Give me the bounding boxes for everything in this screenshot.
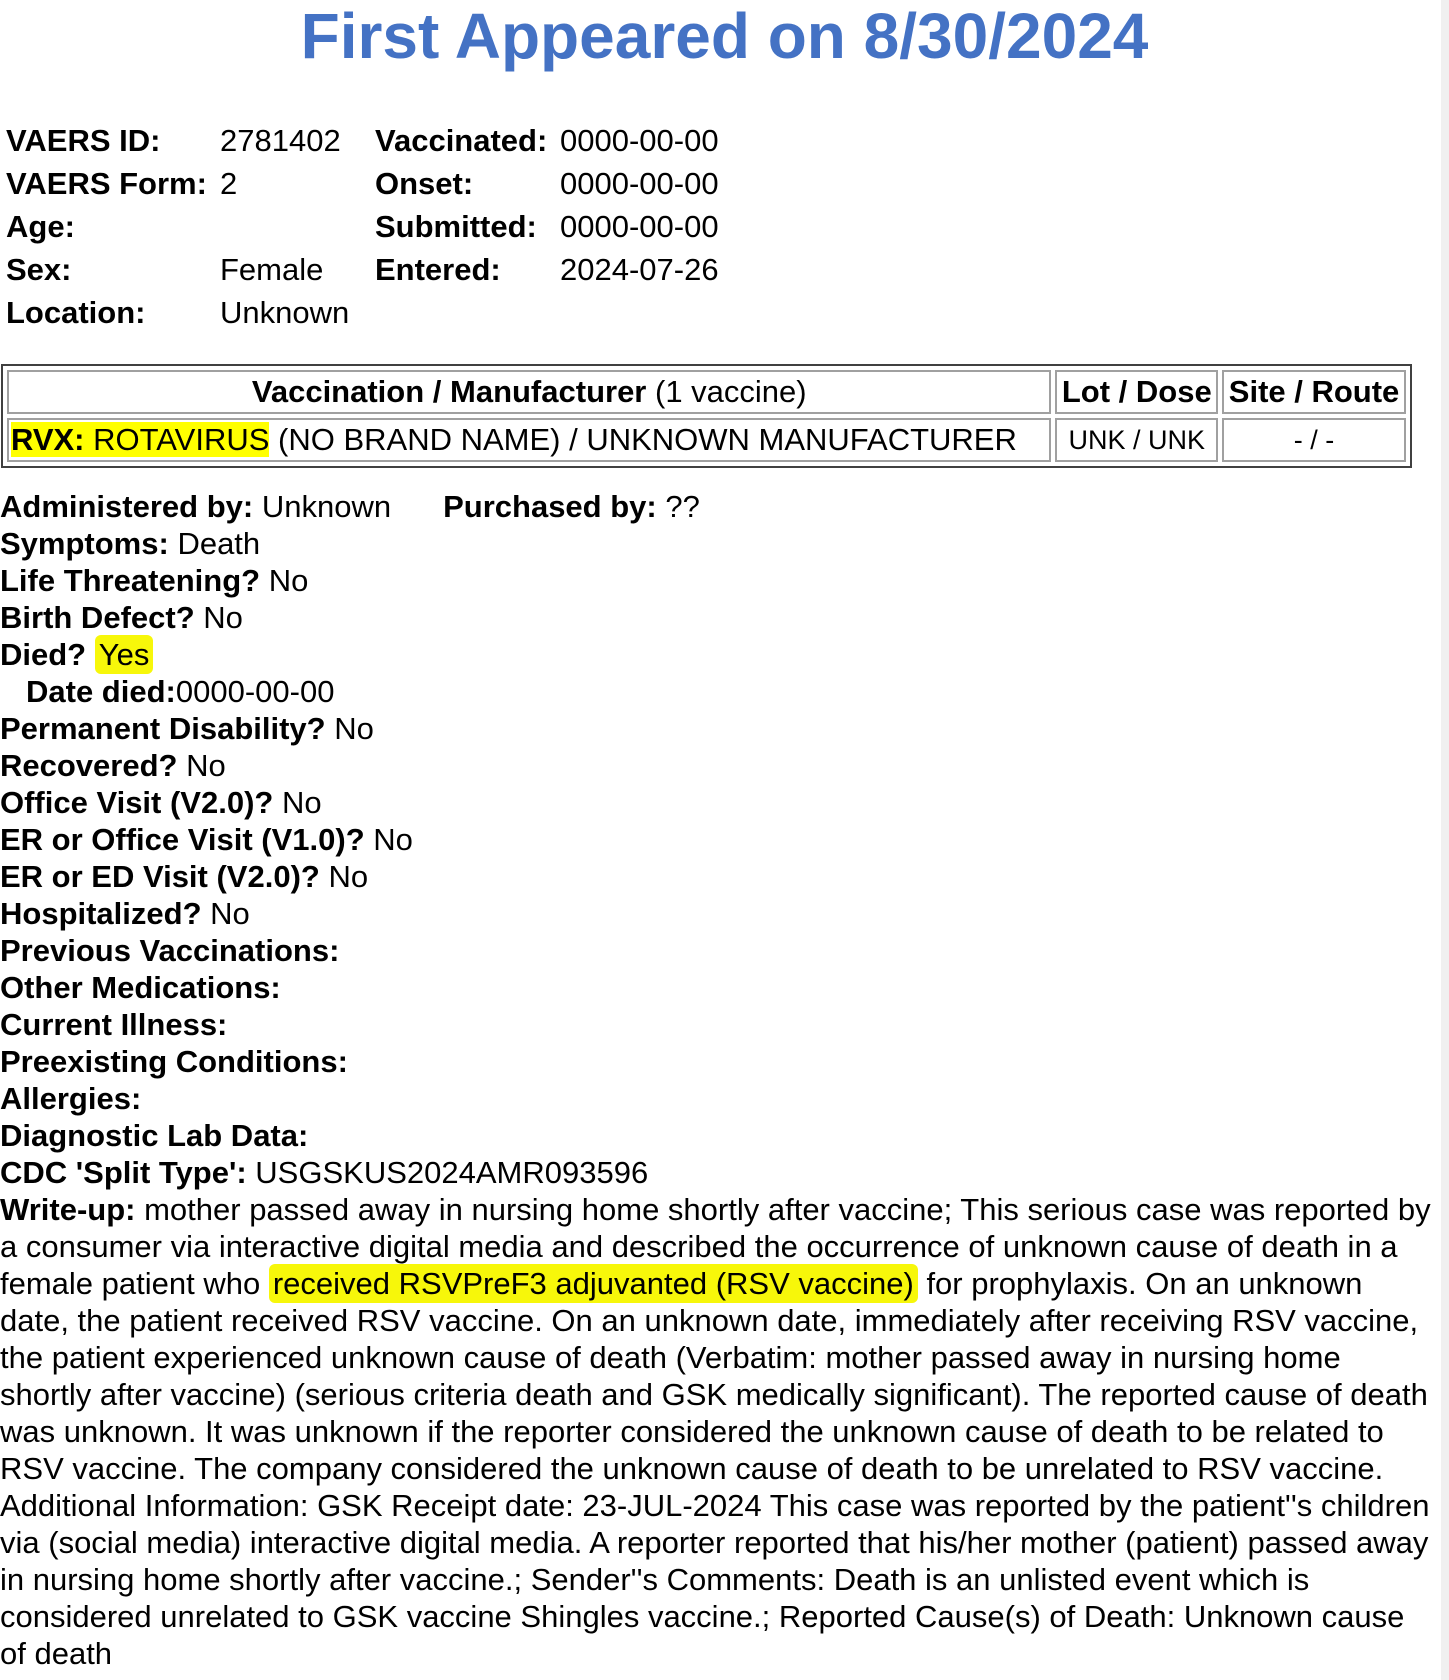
date-died-row [0, 673, 1440, 710]
hospitalized-label: Hospitalized? [0, 896, 202, 931]
report-details [0, 488, 1440, 1672]
writeup-paragraph [0, 1191, 1438, 1672]
vertical-scrollbar[interactable] [1441, 0, 1449, 1680]
recovered-row [0, 747, 1440, 784]
lot-dose-cell: UNK / UNK [1055, 418, 1218, 462]
administered-value: Unknown [261, 489, 392, 524]
vaccine-table [1, 364, 1412, 468]
er-ed-visit-row [0, 858, 1440, 895]
current-illness-label: Current Illness: [0, 1007, 228, 1042]
birth-defect-label: Birth Defect? [0, 600, 195, 635]
administered-row [0, 488, 1440, 525]
site-route-header: Site / Route [1222, 370, 1406, 414]
vaccine-header-label: Vaccination / Manufacturer [251, 374, 647, 409]
location-label: Location: [6, 295, 146, 330]
vaccine-count: (1 vaccine) [655, 374, 807, 409]
vaccine-row [7, 418, 1406, 462]
diagnostic-lab-row [0, 1117, 1440, 1154]
vaers-id-label: VAERS ID: [6, 123, 161, 158]
sex-label: Sex: [6, 252, 72, 287]
er-ed-visit-label: ER or ED Visit (V2.0)? [0, 859, 320, 894]
recovered-label: Recovered? [0, 748, 178, 783]
life-threatening-row [0, 562, 1440, 599]
life-threatening-label: Life Threatening? [0, 563, 261, 598]
symptoms-row [0, 525, 1440, 562]
vaccine-name: ROTAVIRUS [93, 422, 270, 457]
other-medications-row [0, 969, 1440, 1006]
split-type-value: USGSKUS2024AMR093596 [255, 1155, 649, 1190]
writeup-text-2: for prophylaxis. On an unknown date, the patient received RSV vaccine. On an unknown date, immediately after receiving RSV vaccine, the patient experienced unknown cause of death (Verbatim: mother passed away in nursing home shortly after vaccine) (serious criteria death and GSK medically significant). The reported cause of death was unknown. It was unknown if the reporter considered the unknown cause of death to be related to RSV vaccine. The company considered the unknown cause of death to be unrelated to RSV vaccine. Additional Information: GSK Receipt date: 23-JUL-2024 This case was reported by the patient''s children via (social media) interactive digital media. A reporter reported that his/her mother (patient) passed away in nursing home shortly after vaccine.; Sender''s Comments: Death is an unlisted event which is considered unrelated to GSK vaccine Shingles vaccine.; Reported Cause(s) of Death: Unknown cause of death [0, 1266, 1430, 1671]
vaccine-highlight [11, 422, 269, 457]
died-value: Yes [95, 635, 154, 674]
diagnostic-lab-label: Diagnostic Lab Data: [0, 1118, 309, 1153]
sex-value: Female [220, 252, 324, 287]
died-row [0, 636, 1440, 673]
er-ed-visit-value: No [328, 859, 369, 894]
location-value: Unknown [220, 295, 350, 330]
entered-label: Entered: [375, 252, 501, 287]
current-illness-row [0, 1006, 1440, 1043]
onset-label: Onset: [375, 166, 474, 201]
vaers-summary-table [0, 118, 725, 335]
vaccine-manufacturer: (NO BRAND NAME) / UNKNOWN MANUFACTURER [278, 422, 1017, 457]
previous-vaccinations-label: Previous Vaccinations: [0, 933, 340, 968]
er-office-visit-row [0, 821, 1440, 858]
vaers-form-label: VAERS Form: [6, 166, 207, 201]
submitted-value: 0000-00-00 [560, 209, 719, 244]
office-visit-value: No [281, 785, 322, 820]
vaers-id-value: 2781402 [220, 123, 341, 158]
allergies-row [0, 1080, 1440, 1117]
recovered-value: No [186, 748, 226, 783]
lot-dose-header: Lot / Dose [1055, 370, 1218, 414]
onset-value: 0000-00-00 [560, 166, 719, 201]
previous-vaccinations-row [0, 932, 1440, 969]
hospitalized-row [0, 895, 1440, 932]
vaccinated-value: 0000-00-00 [560, 123, 719, 158]
date-died-value: 0000-00-00 [175, 674, 335, 709]
hospitalized-value: No [210, 896, 250, 931]
purchased-label: Purchased by: [443, 489, 657, 524]
birth-defect-row [0, 599, 1440, 636]
office-visit-row [0, 784, 1440, 821]
other-medications-label: Other Medications: [0, 970, 281, 1005]
age-label: Age: [6, 209, 75, 244]
vaccine-code: RVX: [11, 422, 85, 457]
symptoms-value: Death [177, 526, 261, 561]
permanent-disability-row [0, 710, 1440, 747]
purchased-value: ?? [665, 489, 700, 524]
vaccine-header [7, 370, 1051, 414]
split-type-row [0, 1154, 1440, 1191]
er-office-visit-label: ER or Office Visit (V1.0)? [0, 822, 365, 857]
vaccine-cell [7, 418, 1051, 462]
date-died-label: Date died: [26, 674, 176, 709]
died-label: Died? [0, 637, 87, 672]
writeup-highlight: received RSVPreF3 adjuvanted (RSV vaccine) [269, 1264, 918, 1303]
office-visit-label: Office Visit (V2.0)? [0, 785, 274, 820]
vaccinated-label: Vaccinated: [375, 123, 548, 158]
symptoms-label: Symptoms: [0, 526, 169, 561]
permanent-disability-label: Permanent Disability? [0, 711, 326, 746]
site-route-cell: - / - [1222, 418, 1406, 462]
vaers-form-value: 2 [220, 166, 238, 201]
writeup-text-1: mother passed away in nursing home shortly after vaccine; This serious case was reported by a consumer via interactive digital media and described the occurrence of unknown cause of death in a female patient who [0, 1192, 1431, 1301]
vaccine-table-header [7, 370, 1406, 414]
page-title: First Appeared on 8/30/2024 [300, 0, 1149, 72]
preexisting-conditions-row [0, 1043, 1440, 1080]
split-type-label: CDC 'Split Type': [0, 1155, 247, 1190]
allergies-label: Allergies: [0, 1081, 142, 1116]
entered-value: 2024-07-26 [560, 252, 719, 287]
preexisting-conditions-label: Preexisting Conditions: [0, 1044, 348, 1079]
life-threatening-value: No [268, 563, 309, 598]
administered-label: Administered by: [0, 489, 254, 524]
submitted-label: Submitted: [375, 209, 537, 244]
birth-defect-value: No [203, 600, 243, 635]
er-office-visit-value: No [373, 822, 413, 857]
age-value [220, 206, 369, 247]
writeup-label: Write-up: [0, 1192, 136, 1227]
permanent-disability-value: No [334, 711, 374, 746]
